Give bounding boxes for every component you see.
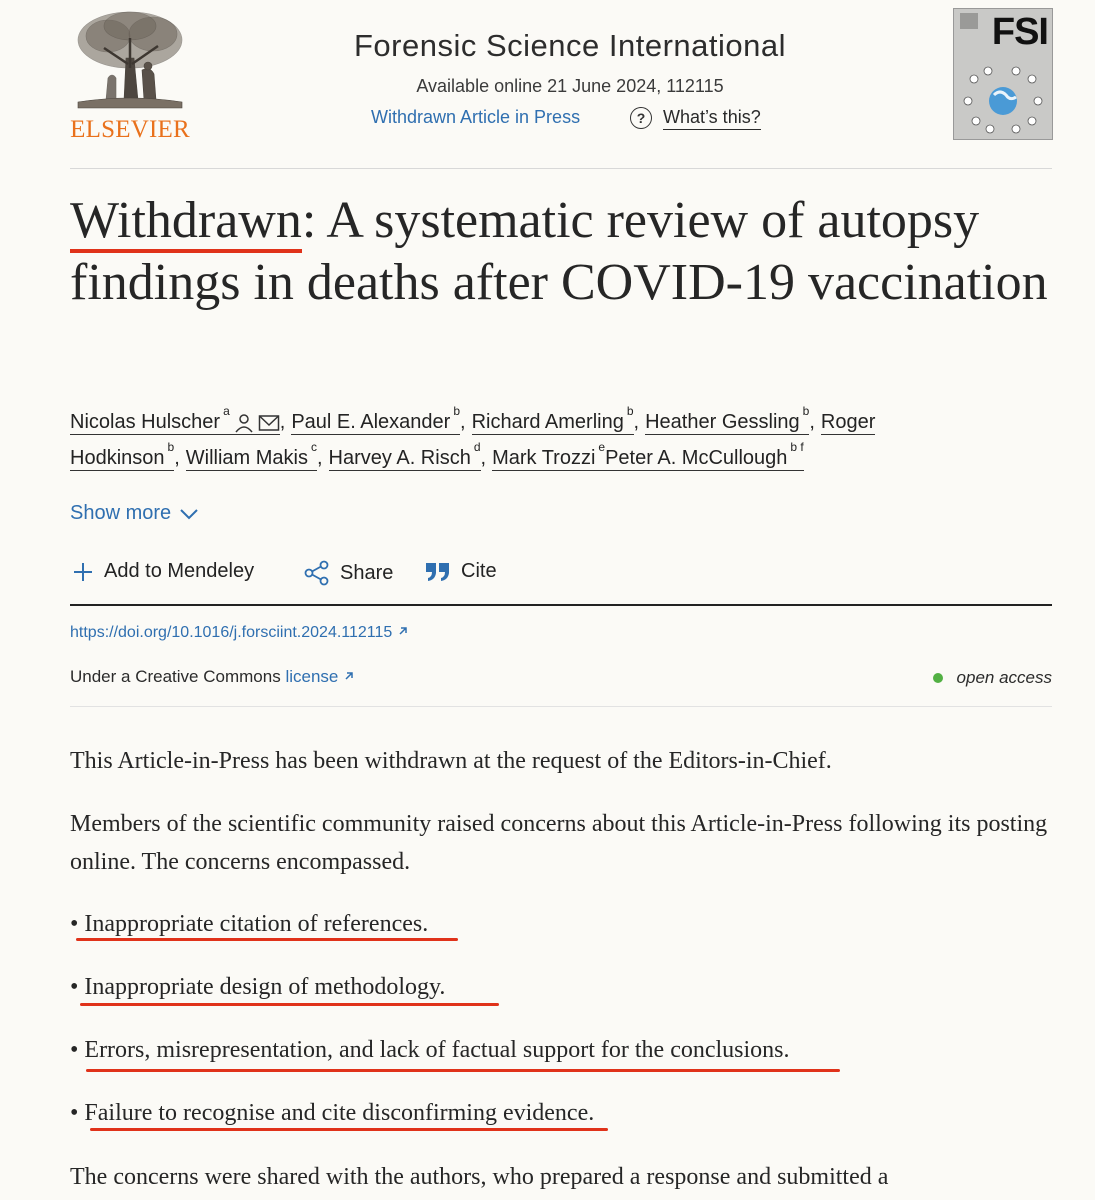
concern-text: Failure to recognise and cite disconfirming evidence.	[84, 1100, 595, 1126]
article-title	[70, 190, 1060, 314]
author-name: Harvey A. Risch	[328, 447, 471, 469]
share-icon	[304, 560, 330, 586]
author-affiliation: a	[223, 404, 230, 418]
elsevier-wordmark: ELSEVIER	[70, 116, 190, 143]
author-separator: ,	[460, 411, 466, 433]
author-name: William Makis	[185, 447, 308, 469]
author-list	[70, 404, 1060, 476]
author-separator: ,	[633, 411, 640, 433]
concerns-intro: Members of the scientific community raised concerns about this Article-in-Press following its posting online. The concerns encompassed.	[70, 811, 1048, 875]
open-access-dot-icon	[933, 673, 943, 683]
cover-title: FSI	[991, 11, 1048, 53]
plus-icon	[72, 561, 94, 583]
author-link[interactable]	[471, 404, 634, 435]
author-name: Roger Hodkinson	[70, 411, 876, 469]
title-text: : A systematic review of autopsy findings in deaths after COVID-19 vaccination	[70, 192, 1048, 311]
external-link-icon	[397, 625, 409, 637]
author-affiliation: b	[167, 440, 175, 454]
author-name: Heather Gessling	[645, 411, 800, 433]
open-access-label: open access	[956, 668, 1052, 687]
red-underline-annotation	[90, 1128, 608, 1131]
author-separator: ,	[480, 447, 487, 469]
bullet-marker: •	[70, 1100, 79, 1126]
author-affiliation: b	[802, 404, 810, 418]
author-separator: ,	[316, 447, 323, 469]
author-name: Richard Amerling	[471, 411, 624, 433]
author-affiliation: e	[598, 440, 606, 454]
quote-icon	[425, 561, 451, 583]
show-more-button[interactable]	[70, 502, 199, 525]
concern-item	[70, 968, 445, 1006]
share-label: Share	[340, 561, 394, 584]
header-divider	[70, 168, 1052, 169]
bullet-marker: •	[70, 974, 79, 1000]
doi-link[interactable]	[70, 624, 409, 642]
share-button[interactable]	[304, 560, 393, 586]
envelope-icon	[258, 414, 280, 432]
tree-logo-icon	[68, 8, 192, 112]
license-link[interactable]: license	[285, 667, 339, 686]
add-to-mendeley-button[interactable]	[72, 560, 254, 583]
author-link[interactable]	[70, 404, 280, 435]
author-affiliation: b	[453, 404, 460, 418]
title-withdrawn-prefix: Withdrawn	[70, 192, 302, 253]
external-link-icon	[343, 670, 355, 682]
open-access-badge	[933, 668, 1052, 688]
concern-text: Inappropriate citation of references.	[84, 911, 429, 937]
doi-text: https://doi.org/10.1016/j.forsciint.2024.112115	[70, 624, 393, 641]
tools-divider	[70, 604, 1052, 606]
concern-text: Errors, misrepresentation, and lack of factual support for the conclusions.	[84, 1037, 790, 1063]
author-affiliation: b f	[790, 440, 804, 454]
elsevier-logo[interactable]	[68, 8, 192, 142]
author-link[interactable]	[605, 440, 804, 471]
author-affiliation: d	[473, 440, 481, 454]
red-underline-annotation	[86, 1069, 840, 1072]
show-more-label: Show more	[70, 502, 172, 524]
author-name: Mark Trozzi	[492, 447, 596, 469]
bullet-marker: •	[70, 911, 79, 937]
question-mark-icon[interactable]: ?	[630, 107, 652, 129]
author-link[interactable]	[645, 404, 810, 435]
author-link[interactable]	[328, 440, 481, 471]
whats-this-link[interactable]: What’s this?	[663, 107, 761, 130]
author-link[interactable]	[291, 404, 460, 435]
author-affiliation: b	[626, 404, 634, 418]
cite-label: Cite	[461, 560, 497, 582]
author-name: Nicolas Hulscher	[70, 411, 221, 433]
author-separator: ,	[174, 447, 180, 469]
concern-item	[70, 1094, 594, 1132]
person-icon	[234, 413, 254, 433]
concern-text: Inappropriate design of methodology.	[84, 974, 446, 1000]
author-name: Peter A. McCullough	[605, 447, 788, 469]
withdrawn-status-link[interactable]: Withdrawn Article in Press	[371, 107, 581, 127]
journal-cover[interactable]	[953, 8, 1053, 140]
red-underline-annotation	[76, 938, 458, 941]
author-name: Paul E. Alexander	[291, 411, 451, 433]
license-line	[70, 667, 355, 687]
author-affiliation: c	[310, 440, 317, 454]
chevron-down-icon	[179, 508, 199, 520]
license-prefix: Under a Creative Commons	[70, 667, 281, 686]
withdrawal-notice: This Article-in-Press has been withdrawn at the request of the Editors-in-Chief.	[70, 748, 832, 774]
cite-button[interactable]	[425, 560, 497, 583]
author-separator: ,	[809, 411, 815, 433]
concern-item	[70, 1031, 790, 1069]
red-underline-annotation	[80, 1003, 499, 1006]
author-separator: ,	[279, 411, 286, 433]
concerns-followup: The concerns were shared with the authors, who prepared a response and submitted a	[70, 1164, 889, 1190]
meta-divider	[70, 706, 1052, 707]
bullet-marker: •	[70, 1037, 79, 1063]
author-link[interactable]	[492, 440, 606, 471]
journal-title[interactable]: Forensic Science International	[353, 28, 786, 63]
mendeley-label: Add to Mendeley	[104, 560, 255, 582]
author-link[interactable]	[185, 440, 317, 471]
availability-info: Available online 21 June 2024, 112115	[416, 76, 724, 96]
